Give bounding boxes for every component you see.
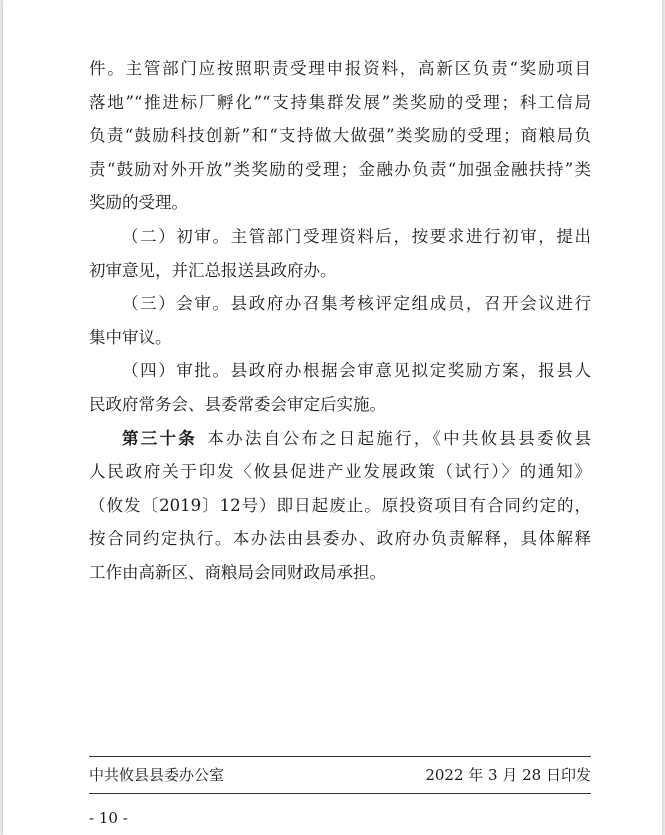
text-line: 责“鼓励对外开放”类奖励的受理；金融办负责“加强金融扶持”类	[89, 159, 591, 179]
text-line: （三）会审。县政府办召集考核评定组成员，召开会议进行	[122, 294, 591, 314]
article-30-heading: 第三十条	[122, 428, 198, 448]
text-line: 按合同约定执行。本办法由县委办、政府办负责解释，具体解释	[89, 529, 591, 549]
text-line: 初审意见，并汇总报送县政府办。	[89, 260, 337, 280]
issuer-name: 中共攸县县委办公室	[89, 766, 225, 784]
text-line: 民政府常务会、县委常委会审定后实施。	[89, 394, 386, 414]
document-page	[3, 0, 662, 835]
text-line: （四）审批。县政府办根据会审意见拟定奖励方案，报县人	[122, 361, 591, 381]
text-line: 负责“鼓励科技创新”和“支持做大做强”类奖励的受理；商粮局负	[89, 126, 591, 146]
text-line: （二）初审。主管部门受理资料后，按要求进行初审，提出	[122, 226, 591, 246]
text-line: 奖励的受理。	[89, 193, 188, 213]
text-line: 人民政府关于印发〈攸县促进产业发展政策（试行）〉的通知》	[89, 462, 591, 482]
footer-top-rule	[89, 756, 591, 757]
text-line: 工作由高新区、商粮局会同财政局承担。	[89, 562, 386, 582]
text-line: （攸发〔2019〕12号）即日起废止。原投资项目有合同约定的，	[89, 495, 591, 515]
body-text	[89, 52, 591, 590]
text-line: 落地”“推进标厂孵化”“支持集群发展”类奖励的受理；科工信局	[89, 92, 591, 112]
article-30-first-line	[89, 422, 591, 456]
footer-bottom-rule	[89, 793, 591, 794]
footer-row	[89, 762, 591, 788]
text-line: 件。主管部门应按照职责受理申报资料，高新区负责“奖励项目	[89, 59, 591, 78]
page-number: - 10 -	[89, 809, 128, 827]
article-30-text: 本办法自公布之日起施行，《中共攸县县委攸县	[205, 428, 591, 448]
print-date: 2022 年 3 月 28 日印发	[425, 766, 591, 784]
text-line: 集中审议。	[89, 327, 172, 347]
